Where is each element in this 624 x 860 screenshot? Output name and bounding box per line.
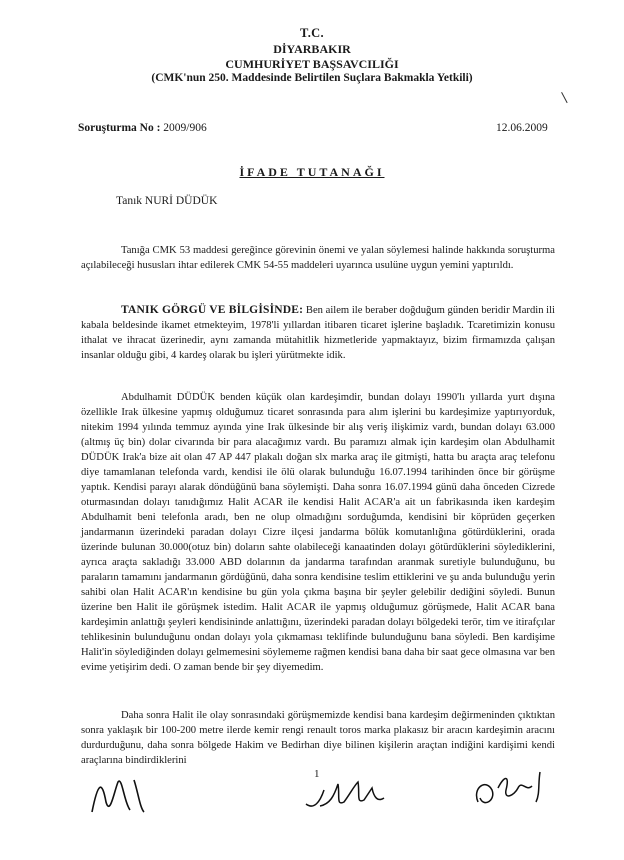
statement-intro-paragraph <box>81 303 555 363</box>
witness-name: Tanık NURİ DÜDÜK <box>116 195 218 207</box>
investigation-label: Soruşturma No : <box>78 122 161 134</box>
header-city: DİYARBAKIR <box>273 42 351 56</box>
pen-mark <box>560 92 567 104</box>
signature-center <box>300 776 410 816</box>
document-date: 12.06.2009 <box>496 122 548 134</box>
oath-paragraph: Tanığa CMK 53 maddesi gereğince görevinin önemi ve yalan söylemesi halinde hakkında soruşturma açılabileceği hususları ihtar edilerek CMK 54-55 maddeleri uyarınca usulüne uygun yemini yaptırıldı. <box>81 245 555 271</box>
page-number: 1 <box>314 768 320 780</box>
header-office: CUMHURİYET BAŞSAVCILIĞI <box>225 57 399 71</box>
statement-main-paragraph: Abdulhamit DÜDÜK benden küçük olan kardeşimdir, bundan dolayı 1990'lı yıllarda yurt dışına özellikle Irak ülkesine yapmış olduğumuz ticaret sonrasında para alım işlerini bu kardeşimize yaptırıyorduk, nitekim 1994 yılında temmuz ayında yine Irak ülkesinde bir alış veriş ilişkimiz vardı, bundan dolayı 63.000 (altmış üç bin) dolar civarında bir para alacağımız vardı. Bu paramızı almak için kardeşim olan Abdulhamit DÜDÜK Irak'a bize ait olan 47 AP 447 plakalı doğan slx marka araç ile gitmişti, hatta bu araçta araç telefonu diye tamamlanan telefonda vardı, kendisi ile ölü olarak bulunduğu 16.07.1994 tarihinden önce bir görüşme yaptık. Kendisi parayı alarak döndüğünü bana söylemişti. Daha sonra 16.07.1994 günü daha önceden Cizrede oturmasından dolayı tanıdığımız Halit ACAR ile kendisi Halit ACAR'a ait un fabrikasında iken kardeşim Abdulhamit beni telefonla aradı, ben ne olup olmadığını sorduğumda, kendisini bir köprüden geçerken jandarmanın üzerindeki paradan dolayı Cizre ilçesi jandarma bölük komutanlığına götürdüklerini, orada üzerinde bulunan 30.000(otuz bin) doların sahte olabileceği kanaatinden dolayı götürdüklerini söylediklerini, ayrıca araçta sakladığı 33.000 ABD dolarının da jandarma tarafından aranmak suretiyle bulunduğunu, bu paraların tamamını jandarmanın gördüğünü, daha sonra kendisine teslim ettiklerini ve şu anda bulunduğu yerin sahibi olan Halit ACAR'ın kendisine bu gün yola çıkma başına bir şeyler gelebilir dediğini söyledi. Bunun üzerine ben Halit ile görüşmek istedim. Halit ACAR ile yapmış olduğumuz görüşmede, Halit ACAR bana kardeşimin anlattığı şeyleri kendisininde anlattığını, üzerindeki paradan dolayı bölgedeki terör, tim ve itirafçılar tehlikesinin bulunduğunu ondan dolayı yola çıkmaması teklifinde bulunduğunu bana söyledi. Ben kardişime Halit'in söylediğinden dolayı gelmemesini söylememe rağmen kendisi bana daha bir saat gece olmasına var ben evime yetişirim dedi. O zaman bende bir şey diyemedim. <box>81 392 555 673</box>
investigation-value: 2009/906 <box>163 122 207 134</box>
investigation-number <box>78 122 207 134</box>
header-jurisdiction: (CMK'nun 250. Maddesinde Belirtilen Suçlara Bakmakla Yetkili) <box>151 72 473 84</box>
statement-intro-body: Ben ailem ile beraber doğduğum günden beridir Mardin ili kabala beldesinde ikamet etmekteyim, 1978'li yıllardan itibaren ticaret işlerine başladık. Tcaretimizin konusu ithalat ve ihracat üzerinedir, aynı zamanda mütahitlik hizmetleride yapmaktayız, bizim firmamızda çalışan insanlar olduğu gibi, 4 kardeş olarak bu işleri yürütmekte idik. <box>81 305 555 361</box>
statement-continued-paragraph: Daha sonra Halit ile olay sonrasındaki görüşmemizde kendisi bana kardeşim değirmeninden çıktıktan sonra yaklaşık bir 100-200 metre ilerde kemir rengi renault toros marka plakasız bir aracın kardeşimin aracını durdurduğunu, daha sonra bölgede Hakim ve Bedirhan diye bilinen kişilerin araçtan indiğini kardişimi kendi araçlarına bindirdiklerini <box>81 710 555 766</box>
signature-right <box>470 768 560 812</box>
signature-left <box>88 772 168 818</box>
statement-lead: TANIK GÖRGÜ VE BİLGİSİNDE: <box>121 304 304 316</box>
header-country: T.C. <box>300 26 324 40</box>
document-title: İFADE TUTANAĞI <box>239 165 385 179</box>
